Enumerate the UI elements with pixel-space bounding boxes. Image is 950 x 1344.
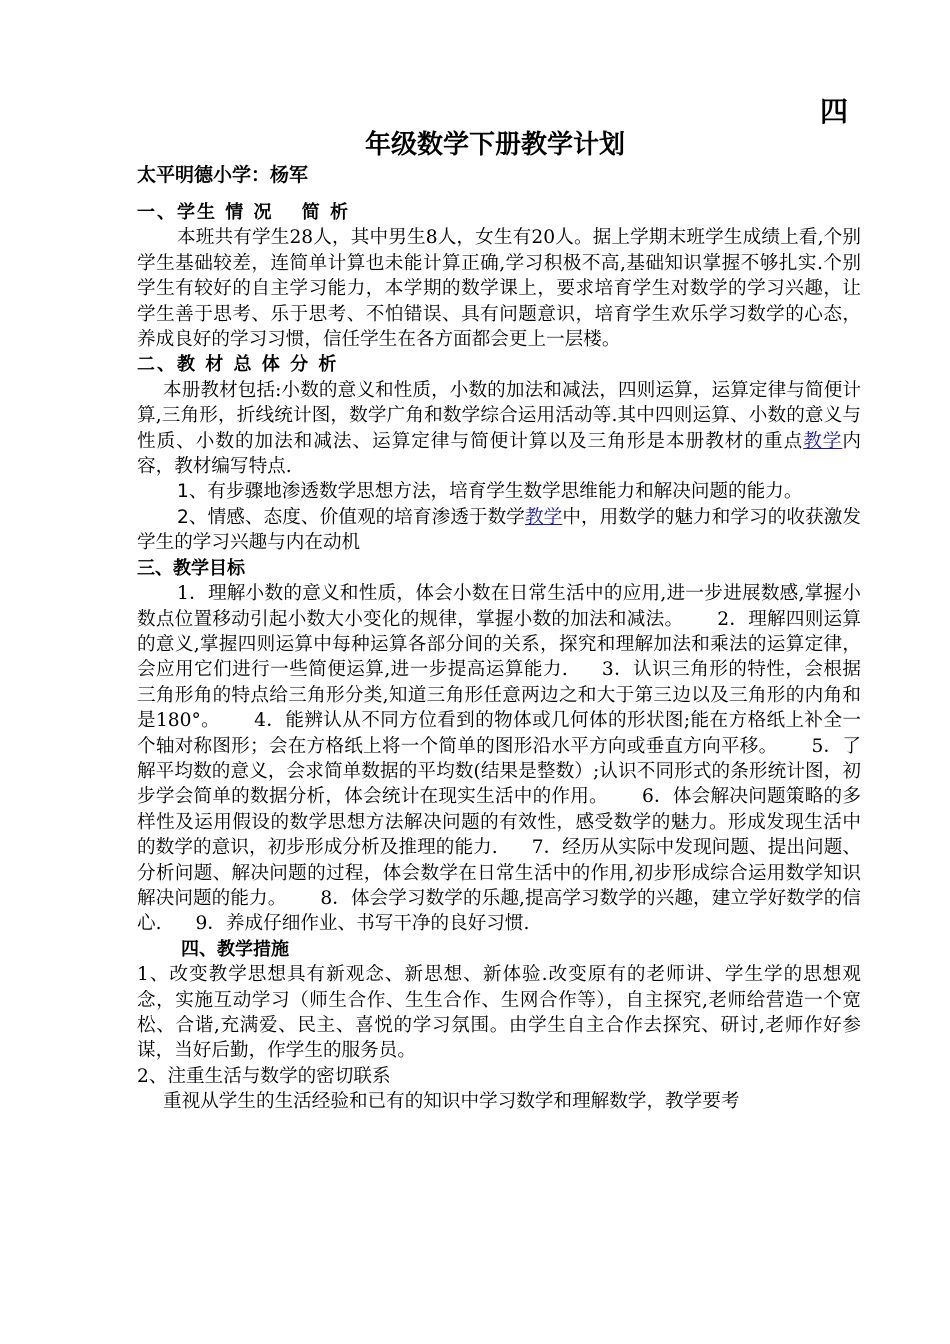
title-grade-char: 四 <box>820 95 849 128</box>
page-title: 年级数学下册教学计划 <box>364 130 625 160</box>
section-heading-3: 三、教学目标 <box>137 557 245 579</box>
paragraph-student-analysis: 本班共有学生28人，其中男生8人，女生有20人。据上学期末班学生成绩上看,个别学生基础较差，连简单计算也未能计算正确,学习积极不高,基础知识掌握不够扎实.个别学生有较好的自主学习能力，本学期的数学课上，要求培育学生对数学的学习兴趣，让学生善于思考、乐于思考、不怕错误、具有问题意识，培育学生欢乐学习数学的心态，养成良好的学习习惯，信任学生在各方面都会更上一层楼。 <box>137 227 861 351</box>
goal-6: 6．体会解决问题策略的多样性及运用假设的数学思想方法解决问题的有效性，感受数学的魅力。形成发现生活中的数学的意识，初步形成分析及推理的能力. <box>137 786 861 859</box>
section-heading-1: 一、学生 情 况 简 析 <box>137 202 351 223</box>
goal-7: 7．经历从实际中发现问题、提出问题、分析问题、解决问题的过程，体会数学在日常生活中的作用,初步形成综合运用数学知识解决问题的能力。 <box>137 837 861 909</box>
section-heading-4: 四、教学措施 <box>181 938 289 960</box>
goal-1: 1．理解小数的意义和性质，体会小数在日常生活中的应用,进一步进展数感,掌握小数点位置移动引起小数大小变化的规律，掌握小数的加法和减法。 <box>137 583 861 630</box>
document-body <box>137 200 861 1115</box>
goal-4: 4．能辨认从不同方位看到的物体或几何体的形状图;能在方格纸上补全一个轴对称图形；会在方格纸上将一个简单的图形沿水平方向或垂直方向平移。 <box>137 710 861 757</box>
goal-2: 2．理解四则运算的意义,掌握四则运算中每种运算各部分间的关系，探究和理解加法和乘法的运算定律，会应用它们进行一些简便运算,进一步提高运算能力. <box>137 608 861 681</box>
text-segment: 内容，教材编写特点. <box>137 430 861 478</box>
goal-8: 8．体会学习数学的乐趣,提高学习数学的兴趣，建立学好数学的信心. <box>137 887 861 935</box>
paragraph-textbook-analysis <box>137 378 861 480</box>
paragraph-measure-2: 2、注重生活与数学的密切联系 <box>137 1065 391 1087</box>
paragraph-measure-1: 1、改变教学思想具有新观念、新思想、新体验.改变原有的老师讲、学生学的思想观念，实施互动学习（师生合作、生生合作、生网合作等），自主探究,老师给营造一个宽松、合谐,充满爱、民主、喜悦的学习氛围。由学生自主合作去探究、研讨,老师作好参谋，当好后勤，作学生的服务员。 <box>137 964 861 1062</box>
goal-5: 5．了解平均数的意义，会求简单数据的平均数(结果是整数）;认识不同形式的条形统计图，初步学会简单的数据分析，体会统计在现实生活中的作用。 <box>137 735 861 808</box>
section-heading-2: 二、教 材 总 体 分 析 <box>137 354 339 376</box>
text-segment: 中，用数学的魅力和学习的收获激发学生的学习兴趣与内在动机 <box>137 506 861 554</box>
teaching-link[interactable]: 教学 <box>803 430 843 452</box>
text-segment: 2、情感、态度、价值观的培育渗透于数学 <box>177 506 525 528</box>
paragraph-measure-3: 重视从学生的生活经验和已有的知识中学习数学和理解数学，教学要考 <box>163 1091 740 1113</box>
teaching-link[interactable]: 教学 <box>524 506 563 528</box>
goal-9: 9．养成仔细作业、书写干净的良好习惯. <box>195 913 530 935</box>
text-segment: 本册教材包括:小数的意义和性质，小数的加法和减法，四则运算，运算定律与简便计算,三角形，折线统计图，数学广角和数学综合运用活动等.其中四则运算、小数的意义与性质、小数的加法和减法、运算定律与简便计算以及三角形是本册教材的重点 <box>137 379 861 452</box>
author-line: 太平明德小学：杨军 <box>137 164 309 186</box>
paragraph-goals <box>137 581 861 937</box>
paragraph-feature-2 <box>137 505 861 556</box>
goal-3: 3．认识三角形的特性，会根据三角形角的特点给三角形分类,知道三角形任意两边之和大于第三边以及三角形的内角和是180°。 <box>137 659 861 732</box>
paragraph-feature-1: 1、有步骤地渗透数学思想方法，培育学生数学思维能力和解决问题的能力。 <box>177 481 803 503</box>
